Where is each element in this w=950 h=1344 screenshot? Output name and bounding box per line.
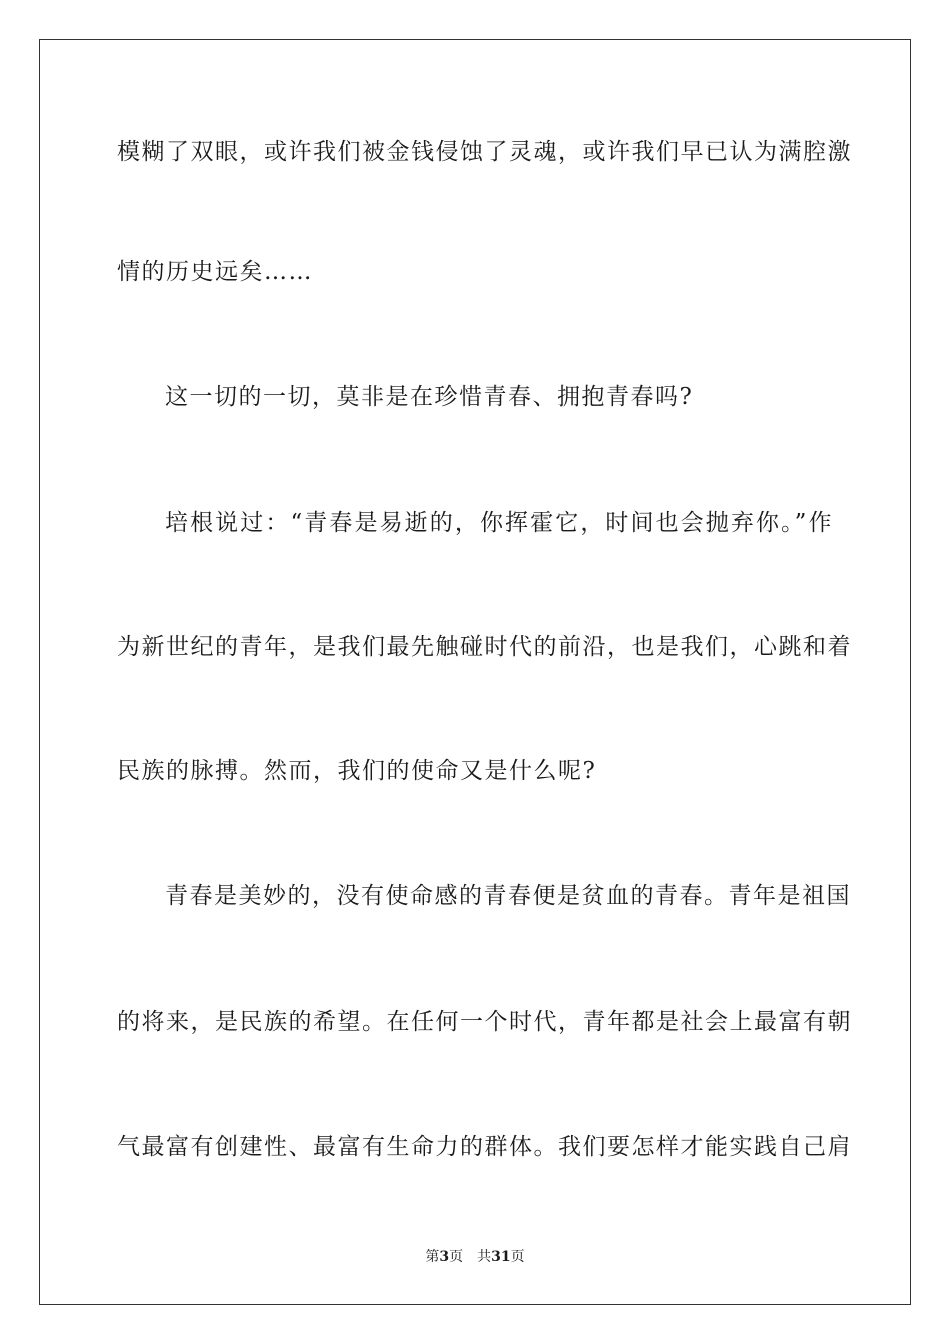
text-line-6: 民族的脉搏。然而，我们的使命又是什么呢? xyxy=(117,758,597,784)
text-line-7: 青春是美妙的，没有使命感的青春便是贫血的青春。青年是祖国 xyxy=(165,883,851,909)
page-suffix: 页 xyxy=(449,1249,464,1265)
text-line-8: 的将来，是民族的希望。在任何一个时代，青年都是社会上最富有朝 xyxy=(117,1009,852,1035)
text-line-5: 为新世纪的青年，是我们最先触碰时代的前沿，也是我们，心跳和着 xyxy=(117,634,852,660)
total-prefix: 共 xyxy=(477,1249,492,1265)
text-line-4: 培根说过：“青春是易逝的，你挥霍它，时间也会抛弃你。”作 xyxy=(165,510,833,536)
text-line-3: 这一切的一切，莫非是在珍惜青春、拥抱青春吗? xyxy=(165,384,694,410)
total-pages: 31 xyxy=(491,1249,511,1265)
page-footer xyxy=(0,1248,950,1266)
page-prefix: 第 xyxy=(425,1249,440,1265)
text-line-1: 模糊了双眼，或许我们被金钱侵蚀了灵魂，或许我们早已认为满腔激 xyxy=(117,139,852,165)
text-line-9: 气最富有创建性、最富有生命力的群体。我们要怎样才能实践自己肩 xyxy=(117,1134,852,1160)
page-frame xyxy=(39,39,911,1305)
total-suffix: 页 xyxy=(510,1249,525,1265)
page-number: 3 xyxy=(439,1249,450,1265)
text-line-2: 情的历史远矣…… xyxy=(117,259,313,285)
